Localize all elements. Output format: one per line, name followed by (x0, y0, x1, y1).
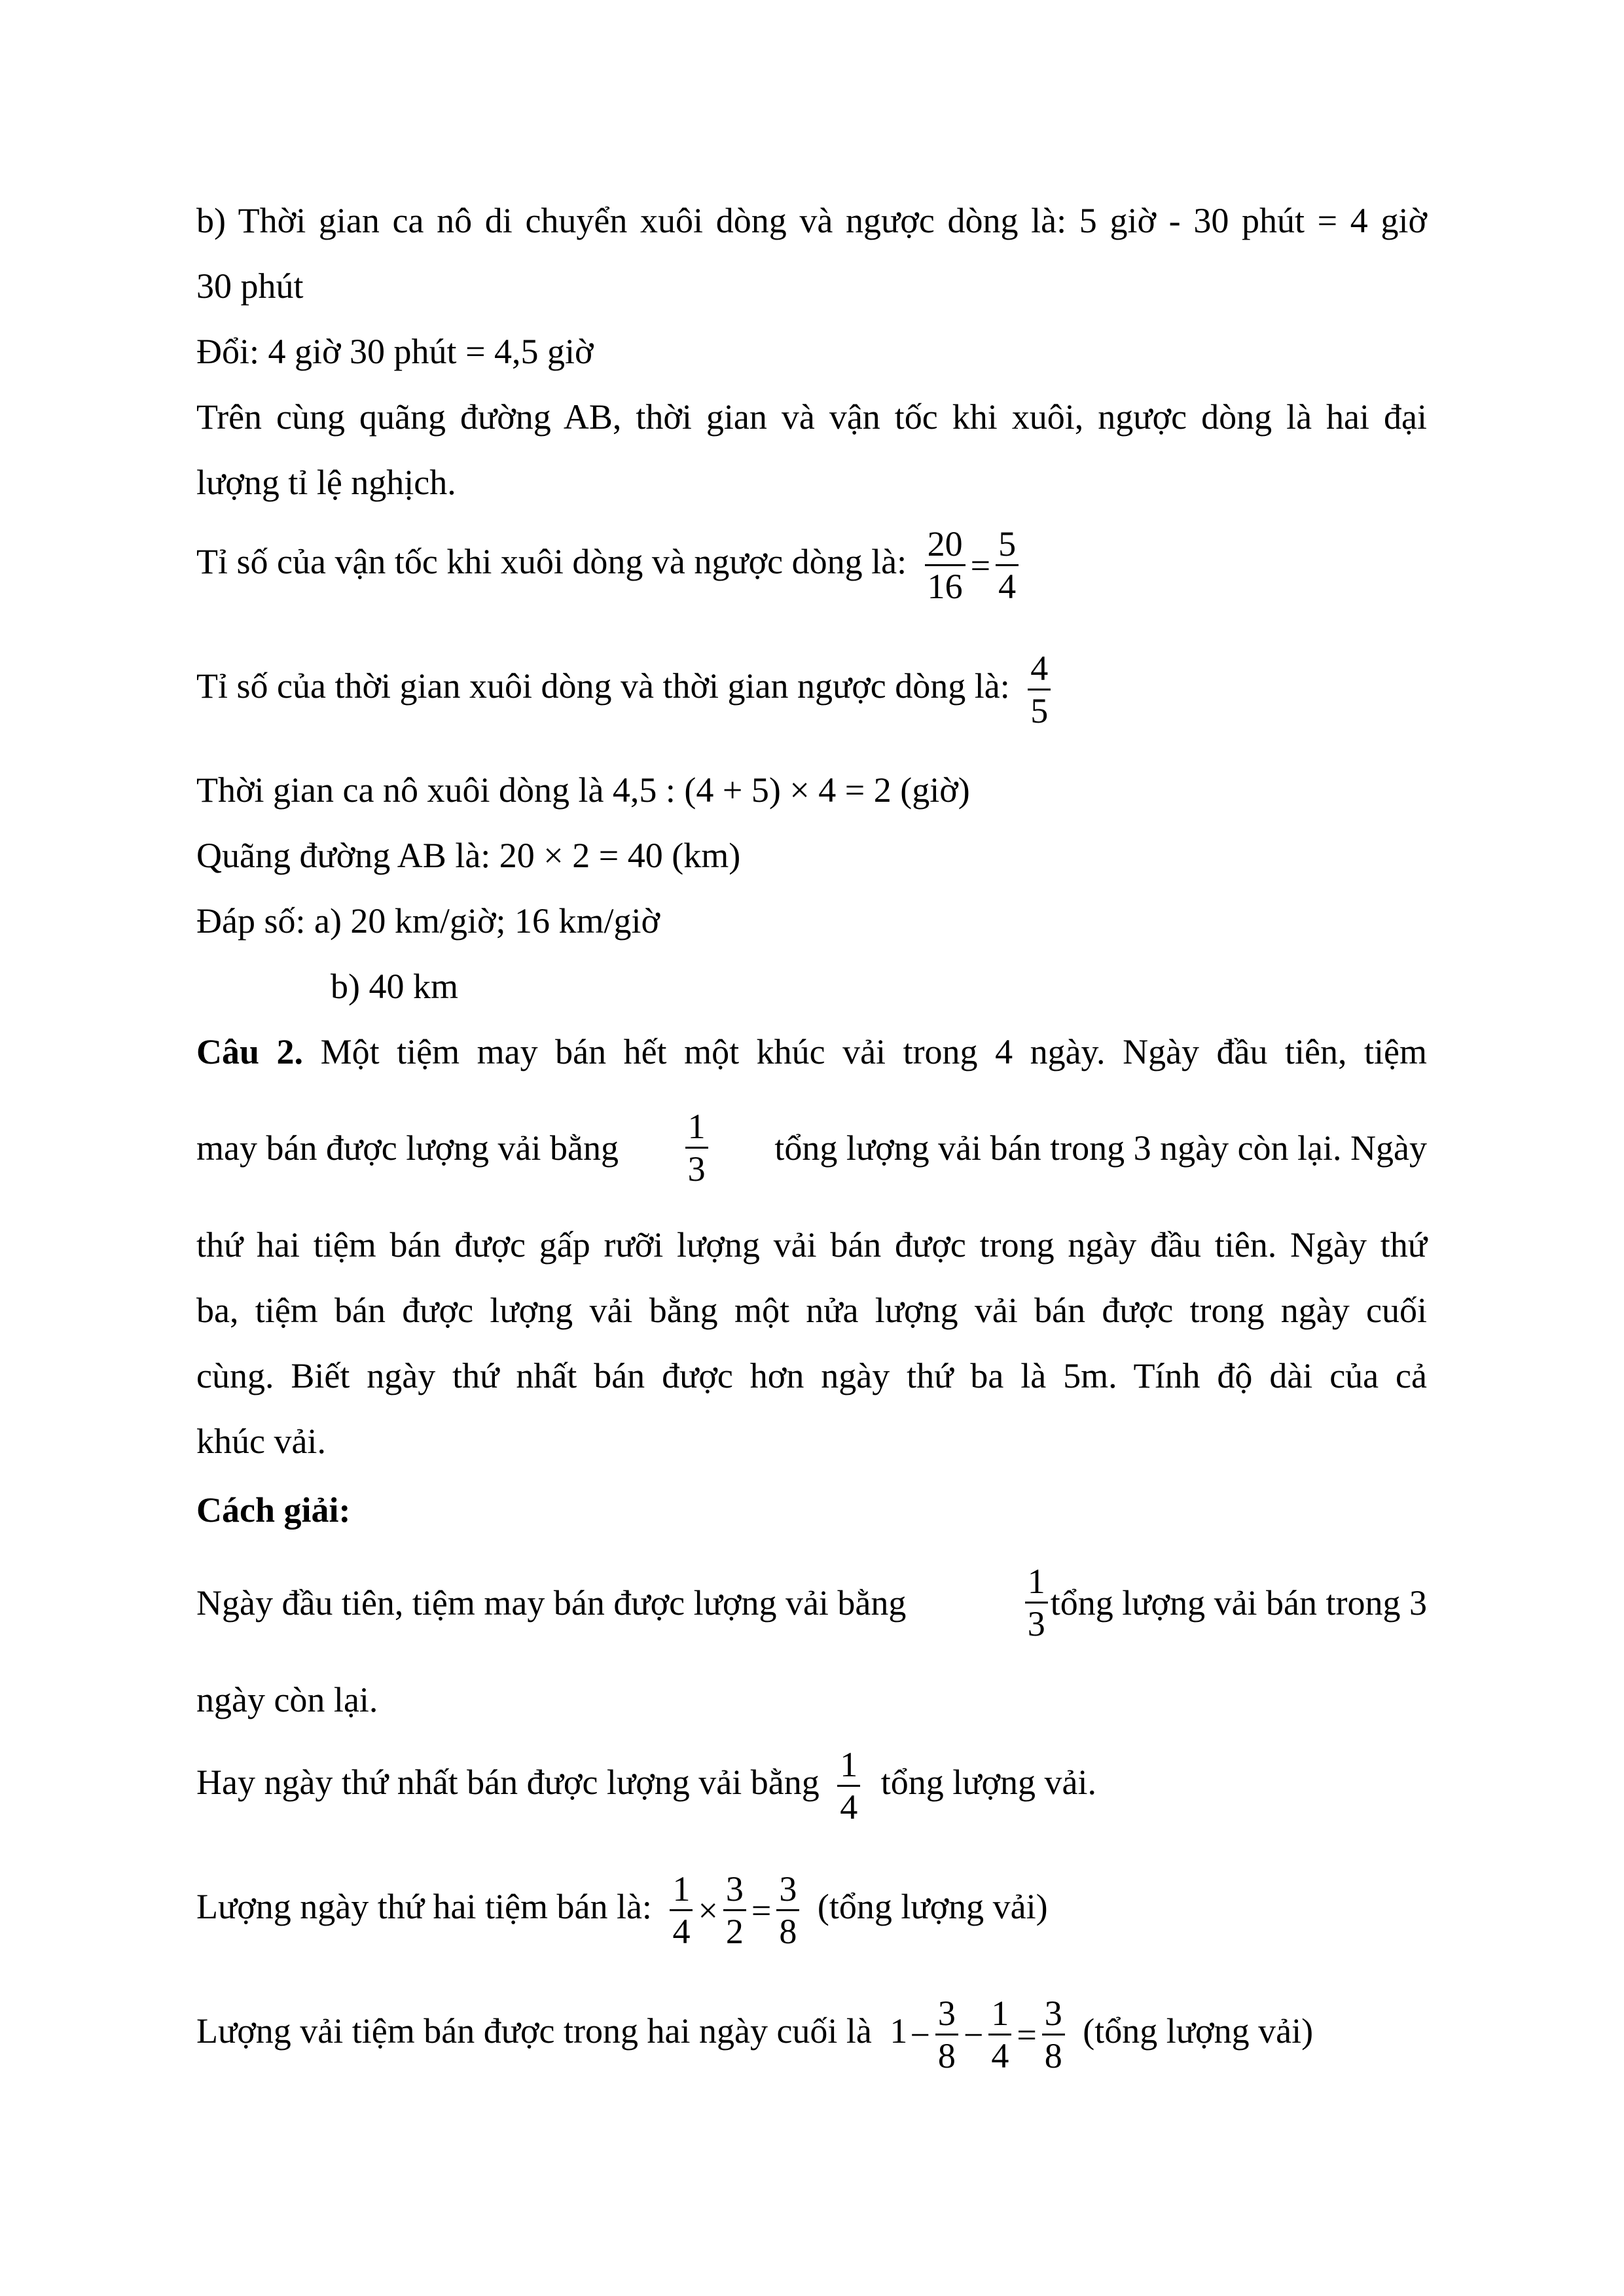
fraction-denominator: 8 (1044, 2036, 1062, 2076)
solution-text: Hay ngày thứ nhất bán được lượng vải bằng (196, 1762, 820, 1802)
number-one: 1 (890, 2011, 908, 2051)
solution-text: (tổng lượng vải) (817, 1886, 1048, 1926)
solution-line (196, 1561, 1427, 1644)
fraction-numerator: 20 (925, 524, 965, 566)
fraction-denominator: 4 (672, 1912, 691, 1952)
paragraph-line: Trên cùng quãng đường AB, thời gian và vận tốc khi xuôi, ngược dòng là hai đại (196, 397, 1427, 437)
paragraph-line: Đổi: 4 giờ 30 phút = 4,5 giờ (196, 332, 594, 371)
fraction-3-8 (776, 1869, 799, 1952)
solution-text: Lượng vải tiệm bán được trong hai ngày cuối là (196, 2011, 872, 2051)
times-sign: × (698, 1890, 718, 1930)
equals-sign: = (751, 1890, 772, 1930)
fraction-denominator: 2 (725, 1912, 744, 1952)
fraction-1-4 (670, 1869, 693, 1952)
question-2-line (196, 1031, 1427, 1073)
solution-line (196, 1869, 1048, 1952)
fraction-denominator: 16 (927, 567, 963, 607)
fraction-numerator: 1 (685, 1106, 708, 1149)
answer-line: b) 40 km (331, 967, 458, 1006)
question-2-line: khúc vải. (196, 1422, 326, 1461)
fraction-numerator: 1 (670, 1869, 693, 1911)
fraction-numerator: 1 (1025, 1561, 1048, 1604)
fraction-3-8 (935, 1993, 958, 2076)
fraction-numerator: 3 (1042, 1993, 1065, 2036)
fraction-1-3 (1025, 1561, 1048, 1644)
question-2-line: cùng. Biết ngày thứ nhất bán được hơn ngày thứ ba là 5m. Tính độ dài của cả (196, 1356, 1427, 1395)
fraction-denominator: 3 (1027, 1604, 1045, 1644)
solution-line (196, 1744, 1096, 1827)
fraction-denominator: 4 (991, 2036, 1009, 2076)
minus-sign: − (963, 2015, 984, 2054)
solution-text: tổng lượng vải. (880, 1762, 1097, 1802)
ratio-time-text: Tỉ số của thời gian xuôi dòng và thời gian ngược dòng là: (196, 666, 1010, 706)
ratio-time-line (196, 648, 1053, 731)
paragraph-line: b) Thời gian ca nô di chuyển xuôi dòng và ngược dòng là: 5 giờ - 30 phút = 4 giờ (196, 201, 1427, 240)
fraction-denominator: 4 (840, 1787, 858, 1827)
fraction-numerator: 1 (837, 1744, 860, 1787)
solution-text: (tổng lượng vải) (1083, 2011, 1314, 2051)
fraction-numerator: 5 (996, 524, 1019, 566)
solution-line: ngày còn lại. (196, 1680, 378, 1719)
question-2-line: ba, tiệm bán được lượng vải bằng một nửa lượng vải bán được trong ngày cuối (196, 1291, 1427, 1330)
fraction-numerator: 1 (988, 1993, 1011, 2036)
question-text: tổng lượng vải bán trong 3 ngày còn lại. Ngày (774, 1128, 1427, 1168)
fraction-numerator: 3 (776, 1869, 799, 1911)
solution-text: Lượng ngày thứ hai tiệm bán là: (196, 1886, 652, 1926)
fraction-1-4 (988, 1993, 1011, 2076)
fraction-20-16 (925, 524, 965, 607)
fraction-denominator: 3 (687, 1149, 706, 1189)
fraction-3-2 (723, 1869, 746, 1952)
fraction-5-4 (996, 524, 1019, 607)
fraction-numerator: 3 (723, 1869, 746, 1911)
fraction-numerator: 3 (935, 1993, 958, 2036)
question-text: Một tiệm may bán hết một khúc vải trong 4 ngày. Ngày đầu tiên, tiệm (320, 1032, 1428, 1071)
paragraph-line: Thời gian ca nô xuôi dòng là 4,5 : (4 + 5) × 4 = 2 (giờ) (196, 770, 970, 810)
question-text: may bán được lượng vải bằng (196, 1128, 619, 1168)
solution-fraction-group (1022, 1561, 1427, 1644)
fraction-numerator: 4 (1028, 648, 1051, 691)
equals-sign: = (1017, 2015, 1037, 2054)
solution-heading: Cách giải: (196, 1490, 351, 1530)
fraction-denominator: 5 (1030, 691, 1049, 731)
fraction-1-3 (685, 1106, 708, 1189)
ratio-speed-line (196, 524, 1021, 607)
fraction-3-8 (1042, 1993, 1065, 2076)
question-2-line: thứ hai tiệm bán được gấp rưỡi lượng vải bán được trong ngày đầu tiên. Ngày thứ (196, 1225, 1427, 1265)
ratio-speed-text: Tỉ số của vận tốc khi xuôi dòng và ngược dòng là: (196, 541, 907, 581)
fraction-denominator: 8 (937, 2036, 956, 2076)
answer-line: Đáp số: a) 20 km/giờ; 16 km/giờ (196, 901, 660, 941)
fraction-4-5 (1028, 648, 1051, 731)
solution-text: tổng lượng vải bán trong 3 (1050, 1583, 1427, 1623)
equals-sign: = (970, 545, 991, 585)
paragraph-line: 30 phút (196, 266, 304, 306)
question-label: Câu 2. (196, 1032, 304, 1071)
solution-line (196, 1993, 1313, 2076)
solution-text: Ngày đầu tiên, tiệm may bán được lượng vải bằng (196, 1583, 907, 1623)
fraction-denominator: 4 (998, 567, 1017, 607)
minus-sign: − (910, 2015, 930, 2054)
paragraph-line: Quãng đường AB là: 20 × 2 = 40 (km) (196, 836, 741, 875)
fraction-1-4 (837, 1744, 860, 1827)
paragraph-line: lượng tỉ lệ nghịch. (196, 463, 456, 502)
fraction-denominator: 8 (779, 1912, 797, 1952)
question-2-line (196, 1106, 1427, 1189)
